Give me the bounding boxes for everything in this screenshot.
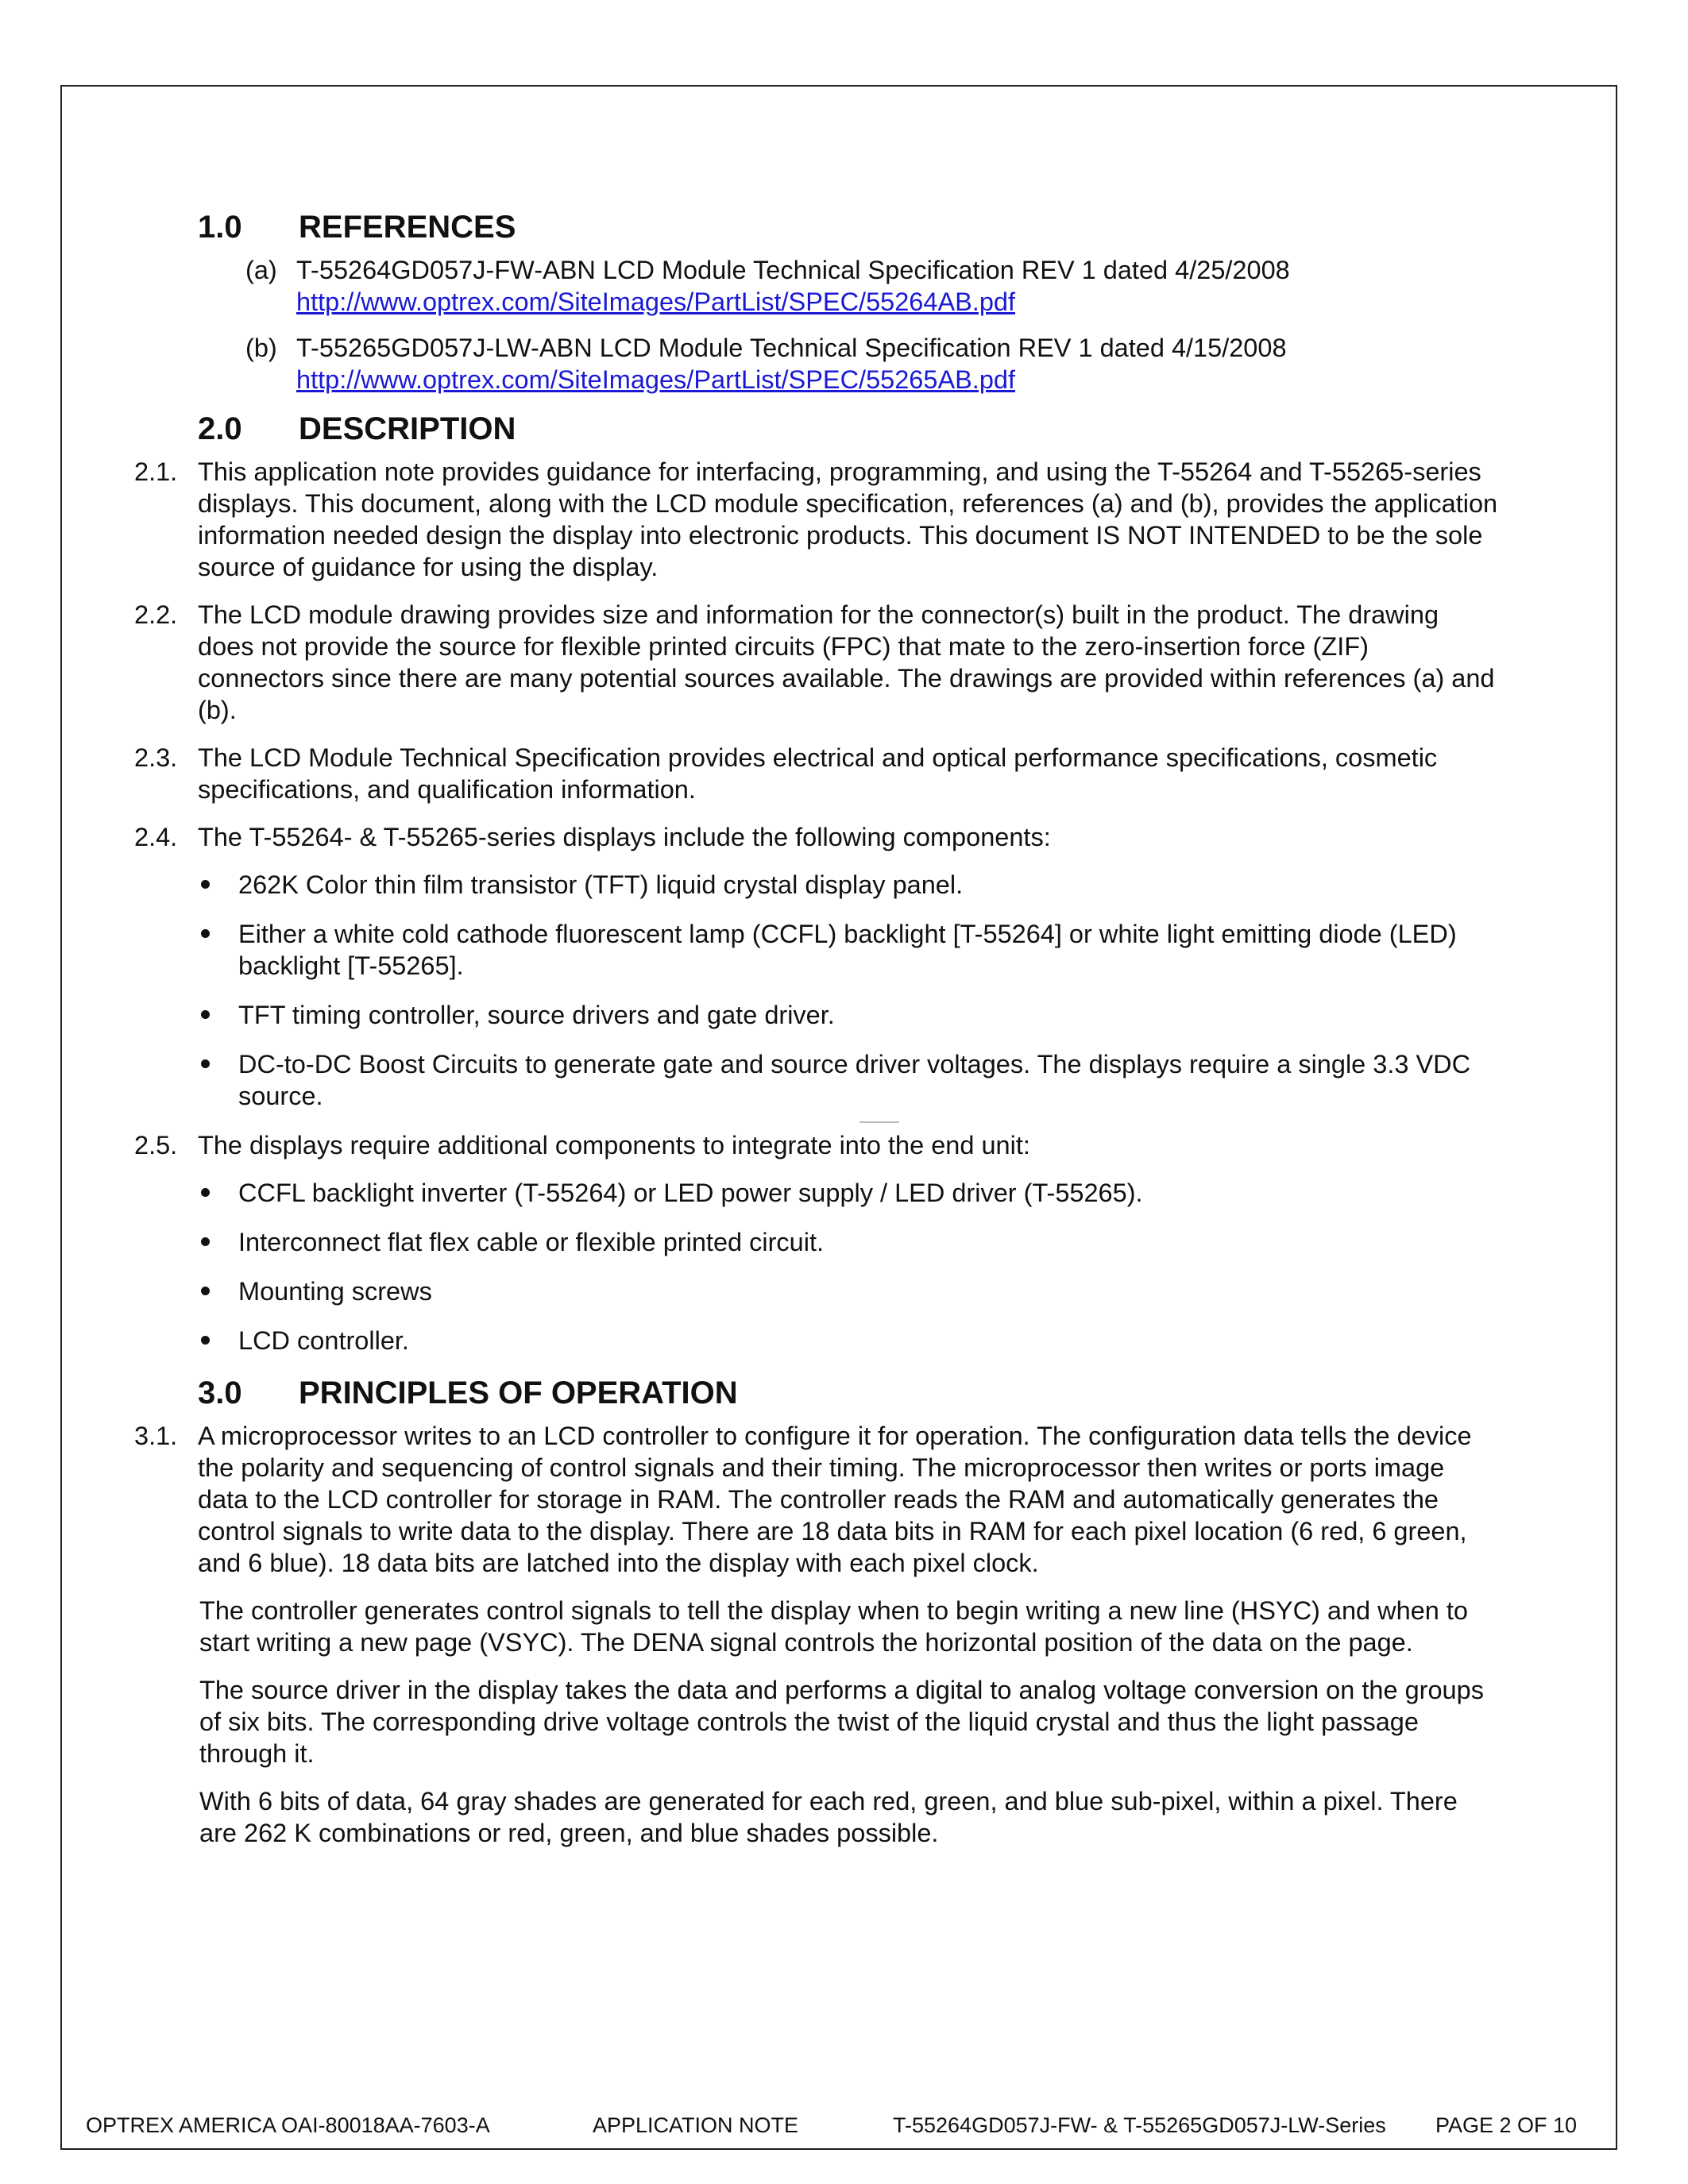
list-item (199, 1177, 1501, 1209)
list-item (199, 1226, 1501, 1258)
reference-a (245, 254, 1501, 318)
list-item-text: DC-to-DC Boost Circuits to generate gate and source driver voltages. The displays require a single 3.3 VDC source. (238, 1050, 1471, 1110)
section-2-title: DESCRIPTION (299, 411, 516, 446)
components-list (120, 869, 1501, 1112)
list-item-text: CCFL backlight inverter (T-55264) or LED power supply / LED driver (T-55265). (238, 1179, 1143, 1207)
list-item-text: Either a white cold cathode fluorescent lamp (CCFL) backlight [T-55264] or white light emitting diode (LED) backlight [T-55265]. (238, 920, 1457, 980)
bullet-icon (201, 929, 210, 938)
list-item-text: 262K Color thin film transistor (TFT) liquid crystal display panel. (238, 870, 964, 899)
document-body (134, 208, 1501, 1865)
list-item (199, 869, 1501, 901)
paragraph-2-4-number: 2.4. (134, 823, 178, 851)
list-item (199, 1048, 1501, 1112)
list-item (199, 1275, 1501, 1307)
paragraph-2-5 (136, 1129, 1501, 1161)
paragraph-2-5-number: 2.5. (134, 1131, 178, 1160)
list-item (199, 999, 1501, 1031)
paragraph-3-1-continued-2: The source driver in the display takes the data and performs a digital to analog voltage conversion on the groups of six bits. The corresponding drive voltage controls the twist of the liquid crystal and thus the light passage through it. (199, 1676, 1484, 1768)
paragraph-2-5-text: The displays require additional components to integrate into the end unit: (198, 1131, 1030, 1160)
paragraph-2-2 (136, 599, 1501, 726)
section-1-number: 1.0 (198, 210, 242, 245)
footer-company: OPTREX AMERICA OAI-80018AA-7603-A (86, 2113, 490, 2137)
list-item-text: Mounting screws (238, 1277, 432, 1306)
paragraph-2-3 (136, 742, 1501, 805)
additional-components-list (120, 1177, 1501, 1356)
section-1-heading (198, 208, 1501, 246)
reference-a-text: T-55264GD057J-FW-ABN LCD Module Technical Specification REV 1 dated 4/25/2008 (296, 256, 1290, 284)
reference-a-label: (a) (245, 256, 277, 284)
footer-doc-type: APPLICATION NOTE (593, 2113, 799, 2137)
bullet-icon (201, 1336, 210, 1345)
paragraph-3-1-text: A microprocessor writes to an LCD controller to configure it for operation. The configuration data tells the device the polarity and sequencing of control signals and their timing. The microprocessor then writes or ports image data to the LCD controller for storage in RAM. The controller reads the RAM and automatically generates the control signals to write data to the display. There are 18 data bits in RAM for each pixel location (6 red, 6 green, and 6 blue). 18 data bits are latched into the display with each pixel clock. (198, 1422, 1472, 1577)
section-3-heading (198, 1374, 1501, 1412)
list-item-text: TFT timing controller, source drivers and gate driver. (238, 1001, 835, 1029)
list-item-text: LCD controller. (238, 1326, 409, 1355)
paragraph-2-1 (136, 456, 1501, 583)
paragraph-3-1-continued-3: With 6 bits of data, 64 gray shades are generated for each red, green, and blue sub-pixel, within a pixel. There are 262 K combinations or red, green, and blue shades possible. (199, 1787, 1458, 1847)
bullet-icon (201, 880, 210, 889)
paragraph-3-1 (136, 1420, 1501, 1579)
reference-b (245, 332, 1501, 396)
section-3-number: 3.0 (198, 1376, 242, 1410)
paragraph-2-2-text: The LCD module drawing provides size and information for the connector(s) built in the product. The drawing does not provide the source for flexible printed circuits (FPC) that mate to the zero-insertion force (ZIF) connectors since there are many potential sources available. The drawings are provided within references (a) and (b). (198, 600, 1495, 724)
paragraph-2-1-number: 2.1. (134, 457, 178, 486)
bullet-icon (201, 1059, 210, 1068)
reference-b-text: T-55265GD057J-LW-ABN LCD Module Technical Specification REV 1 dated 4/15/2008 (296, 334, 1287, 362)
paragraph-2-2-number: 2.2. (134, 600, 178, 629)
section-2-number: 2.0 (198, 411, 242, 446)
list-item (199, 1325, 1501, 1356)
paragraph-2-4-text: The T-55264- & T-55265-series displays include the following components: (198, 823, 1051, 851)
bullet-icon (201, 1188, 210, 1197)
scan-mark (859, 1121, 899, 1123)
bullet-icon (201, 1237, 210, 1246)
list-item-text: Interconnect flat flex cable or flexible printed circuit. (238, 1228, 825, 1256)
reference-b-link[interactable]: http://www.optrex.com/SiteImages/PartList/SPEC/55265AB.pdf (296, 365, 1016, 394)
footer-page-number: PAGE 2 OF 10 (1435, 2113, 1578, 2137)
section-3-title: PRINCIPLES OF OPERATION (299, 1376, 738, 1410)
paragraph-3-1-continued-1: The controller generates control signals to tell the display when to begin writing a new line (HSYC) and when to start writing a new page (VSYC). The DENA signal controls the horizontal position of the data on the page. (199, 1596, 1468, 1657)
section-1-title: REFERENCES (299, 210, 516, 245)
bullet-icon (201, 1010, 210, 1019)
list-item (199, 918, 1501, 982)
paragraph-2-1-text: This application note provides guidance for interfacing, programming, and using the T-55264 and T-55265-series displays. This document, along with the LCD module specification, references (a) and (b), provides the application information needed design the display into electronic products. This document IS NOT INTENDED to be the sole source of guidance for using the display. (198, 457, 1498, 581)
paragraph-2-3-number: 2.3. (134, 743, 178, 772)
reference-b-label: (b) (245, 334, 277, 362)
paragraph-2-4 (136, 821, 1501, 853)
footer-series: T-55264GD057J-FW- & T-55265GD057J-LW-Series (893, 2113, 1386, 2137)
section-2-heading (198, 410, 1501, 448)
paragraph-3-1-number: 3.1. (134, 1422, 178, 1450)
reference-a-link[interactable]: http://www.optrex.com/SiteImages/PartList/SPEC/55264AB.pdf (296, 287, 1016, 316)
paragraph-2-3-text: The LCD Module Technical Specification provides electrical and optical performance specifications, cosmetic specifications, and qualification information. (198, 743, 1438, 804)
bullet-icon (201, 1287, 210, 1295)
